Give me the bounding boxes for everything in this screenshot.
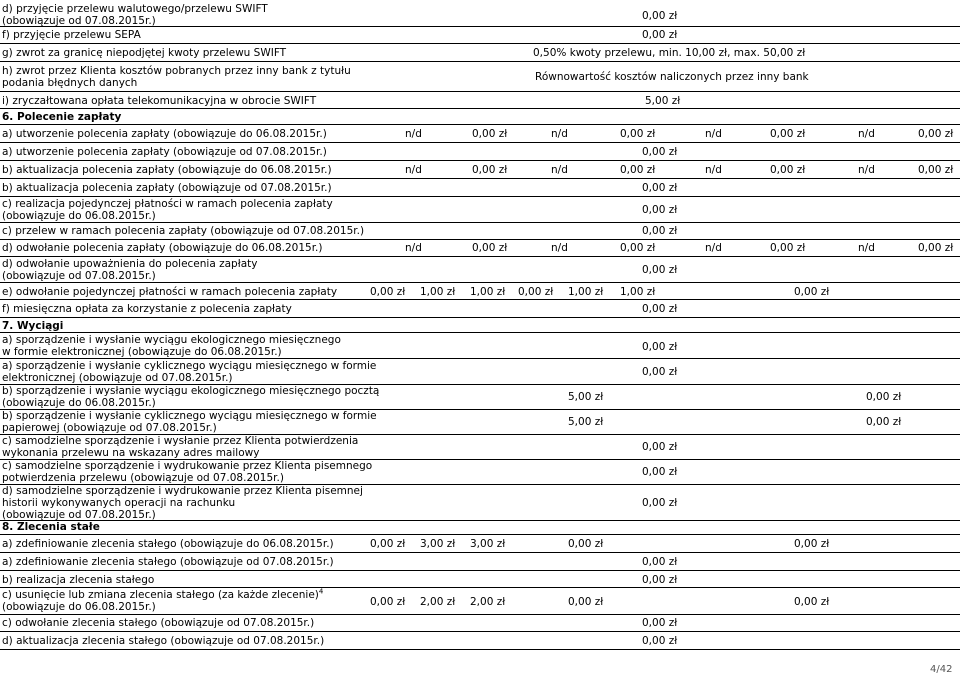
row-h-label: h) zwrot przez Klienta kosztów pobranych przez inny bank z tytułu podania błędnych danych [2,65,351,89]
s7-a2-value: 0,00 zł [642,366,678,378]
table-cell: n/d [405,164,422,176]
s8-b-value: 0,00 zł [642,574,678,586]
divider [0,570,960,571]
divider [0,649,960,650]
table-cell: n/d [705,128,722,140]
table-cell: 0,00 zł [770,242,806,254]
s7-b2-label: b) sporządzenie i wysłanie cyklicznego wyciągu miesięcznego w formie papierowej (obowiązuje od 07.08.2015r.) [2,410,377,434]
divider [0,178,960,179]
s7-b2-value-2: 0,00 zł [866,416,902,428]
divider [0,256,960,257]
divider [0,61,960,62]
s6-b2-value: 0,00 zł [642,182,678,194]
s7-a1-value: 0,00 zł [642,341,678,353]
divider [0,631,960,632]
s8-a2-value: 0,00 zł [642,556,678,568]
s7-b1-label: b) sporządzenie i wysłanie wyciągu ekologicznego miesięcznego pocztą (obowiązuje do 06.08.2015r.) [2,385,380,409]
row-f-label: f) przyjęcie przelewu SEPA [2,29,141,41]
s6-c1-label: c) realizacja pojedynczej płatności w ramach polecenia zapłaty (obowiązuje do 06.08.2015r.) [2,198,333,222]
table-cell: 0,00 zł [568,596,604,608]
divider [0,222,960,223]
divider [0,317,960,318]
s8-d-label: d) aktualizacja zlecenia stałego (obowiązuje od 07.08.2015r.) [2,635,325,647]
s6-a1-label: a) utworzenie polecenia zapłaty (obowiązuje do 06.08.2015r.) [2,128,327,140]
row-f-value: 0,00 zł [642,29,678,41]
s7-b1-value-2: 0,00 zł [866,391,902,403]
s6-c1-value: 0,00 zł [642,204,678,216]
table-cell: 0,00 zł [794,538,830,550]
s7-a1-label: a) sporządzenie i wysłanie wyciągu ekologicznego miesięcznego w formie elektronicznej (obowiązuje do 06.08.2015r.) [2,334,341,358]
s7-d-value: 0,00 zł [642,497,678,509]
row-h-value: Równowartość kosztów naliczonych przez inny bank [535,71,809,83]
table-cell: 0,00 zł [620,242,656,254]
table-cell: 1,00 zł [420,286,456,298]
s6-c2-label: c) przelew w ramach polecenia zapłaty (obowiązuje od 07.08.2015r.) [2,225,365,237]
table-cell: 1,00 zł [620,286,656,298]
table-cell: 2,00 zł [420,596,456,608]
divider [0,108,960,109]
table-cell: 0,00 zł [472,164,508,176]
row-g-value: 0,50% kwoty przelewu, min. 10,00 zł, max. 50,00 zł [533,47,806,59]
s8-a1-label: a) zdefiniowanie zlecenia stałego (obowiązuje do 06.08.2015r.) [2,538,334,550]
page-number: 4/42 [930,664,953,675]
s8-b-label: b) realizacja zlecenia stałego [2,574,155,586]
table-cell: 0,00 zł [518,286,554,298]
table-cell: 3,00 zł [470,538,506,550]
s6-f-label: f) miesięczna opłata za korzystanie z polecenia zapłaty [2,303,292,315]
table-cell: n/d [705,164,722,176]
row-d-value: 0,00 zł [642,10,678,22]
s6-a2-label: a) utworzenie polecenia zapłaty (obowiązuje od 07.08.2015r.) [2,146,327,158]
s8-c1-label-line1: c) usunięcie lub zmiana zlecenia stałego (za każde zlecenie) [2,589,319,601]
s7-a2-label: a) sporządzenie i wysłanie cyklicznego wyciągu miesięcznego w formie elektronicznej (obowiązuje od 07.08.2015r.) [2,360,377,384]
table-cell: n/d [858,242,875,254]
row-i-value: 5,00 zł [645,95,681,107]
section-6-title: 6. Polecenie zapłaty [2,111,122,123]
s8-c1-label [2,589,323,613]
row-d-label: d) przyjęcie przelewu walutowego/przelewu SWIFT (obowiązuje od 07.08.2015r.) [2,3,268,27]
table-cell: 0,00 zł [568,538,604,550]
table-cell: 0,00 zł [370,596,406,608]
s6-a2-value: 0,00 zł [642,146,678,158]
section-8-title: 8. Zlecenia stałe [2,521,100,533]
table-cell: 0,00 zł [794,596,830,608]
s6-d1-label: d) odwołanie polecenia zapłaty (obowiązuje do 06.08.2015r.) [2,242,323,254]
divider [0,91,960,92]
table-cell: 0,00 zł [918,128,954,140]
divider [0,520,960,521]
divider [0,299,960,300]
divider [0,552,960,553]
table-cell: 0,00 zł [370,286,406,298]
table-cell: 0,00 zł [370,538,406,550]
row-i-label: i) zryczałtowana opłata telekomunikacyjna w obrocie SWIFT [2,95,317,107]
divider [0,124,960,125]
s7-b2-value-1: 5,00 zł [568,416,604,428]
divider [0,160,960,161]
table-cell: n/d [405,128,422,140]
table-cell: 0,00 zł [794,286,830,298]
s6-c2-value: 0,00 zł [642,225,678,237]
s7-c2-value: 0,00 zł [642,466,678,478]
table-cell: 0,00 zł [620,164,656,176]
table-cell: 0,00 zł [472,242,508,254]
s8-a2-label: a) zdefiniowanie zlecenia stałego (obowiązuje od 07.08.2015r.) [2,556,334,568]
s7-c2-label: c) samodzielne sporządzenie i wydrukowanie przez Klienta pisemnego potwierdzenia przelewu (obowiązuje od 07.08.2015r.) [2,460,373,484]
s8-c1-label-line2: (obowiązuje do 06.08.2015r.) [2,601,156,613]
table-cell: 1,00 zł [470,286,506,298]
divider [0,587,960,588]
divider [0,196,960,197]
s6-b1-label: b) aktualizacja polecenia zapłaty (obowiązuje do 06.08.2015r.) [2,164,332,176]
table-cell: n/d [551,242,568,254]
table-cell: n/d [551,164,568,176]
table-cell: n/d [858,164,875,176]
s8-c2-label: c) odwołanie zlecenia stałego (obowiązuje od 07.08.2015r.) [2,617,315,629]
section-7-title: 7. Wyciągi [2,320,64,332]
divider [0,282,960,283]
divider [0,614,960,615]
divider [0,142,960,143]
table-cell: n/d [858,128,875,140]
table-cell: 0,00 zł [770,164,806,176]
divider [0,358,960,359]
divider [0,239,960,240]
table-cell: 1,00 zł [568,286,604,298]
table-cell: 0,00 zł [620,128,656,140]
s8-c2-value: 0,00 zł [642,617,678,629]
table-cell: 0,00 zł [472,128,508,140]
table-cell: 2,00 zł [470,596,506,608]
s7-c1-value: 0,00 zł [642,441,678,453]
s8-d-value: 0,00 zł [642,635,678,647]
footnote-marker: 4 [318,587,324,596]
table-cell: 0,00 zł [918,164,954,176]
table-cell: n/d [405,242,422,254]
table-cell: 0,00 zł [918,242,954,254]
table-cell: 0,00 zł [770,128,806,140]
s6-d2-value: 0,00 zł [642,264,678,276]
divider [0,26,960,27]
s7-c1-label: c) samodzielne sporządzenie i wysłanie przez Klienta potwierdzenia wykonania przelewu na wskazany adres mailowy [2,435,359,459]
row-g-label: g) zwrot za granicę niepodjętej kwoty przelewu SWIFT [2,47,287,59]
s6-e-label: e) odwołanie pojedynczej płatności w ramach polecenia zapłaty [2,286,338,298]
table-cell: n/d [551,128,568,140]
divider [0,332,960,333]
s6-d2-label: d) odwołanie upoważnienia do polecenia zapłaty (obowiązuje od 07.08.2015r.) [2,258,258,282]
s6-b2-label: b) aktualizacja polecenia zapłaty (obowiązuje od 07.08.2015r.) [2,182,332,194]
s6-f-value: 0,00 zł [642,303,678,315]
divider [0,534,960,535]
divider [0,43,960,44]
table-cell: 3,00 zł [420,538,456,550]
table-cell: n/d [705,242,722,254]
s7-d-label: d) samodzielne sporządzenie i wydrukowanie przez Klienta pisemnej historii wykonywanych operacji na rachunku (obowiązuje od 07.08.2015r.) [2,485,363,521]
s7-b1-value-1: 5,00 zł [568,391,604,403]
